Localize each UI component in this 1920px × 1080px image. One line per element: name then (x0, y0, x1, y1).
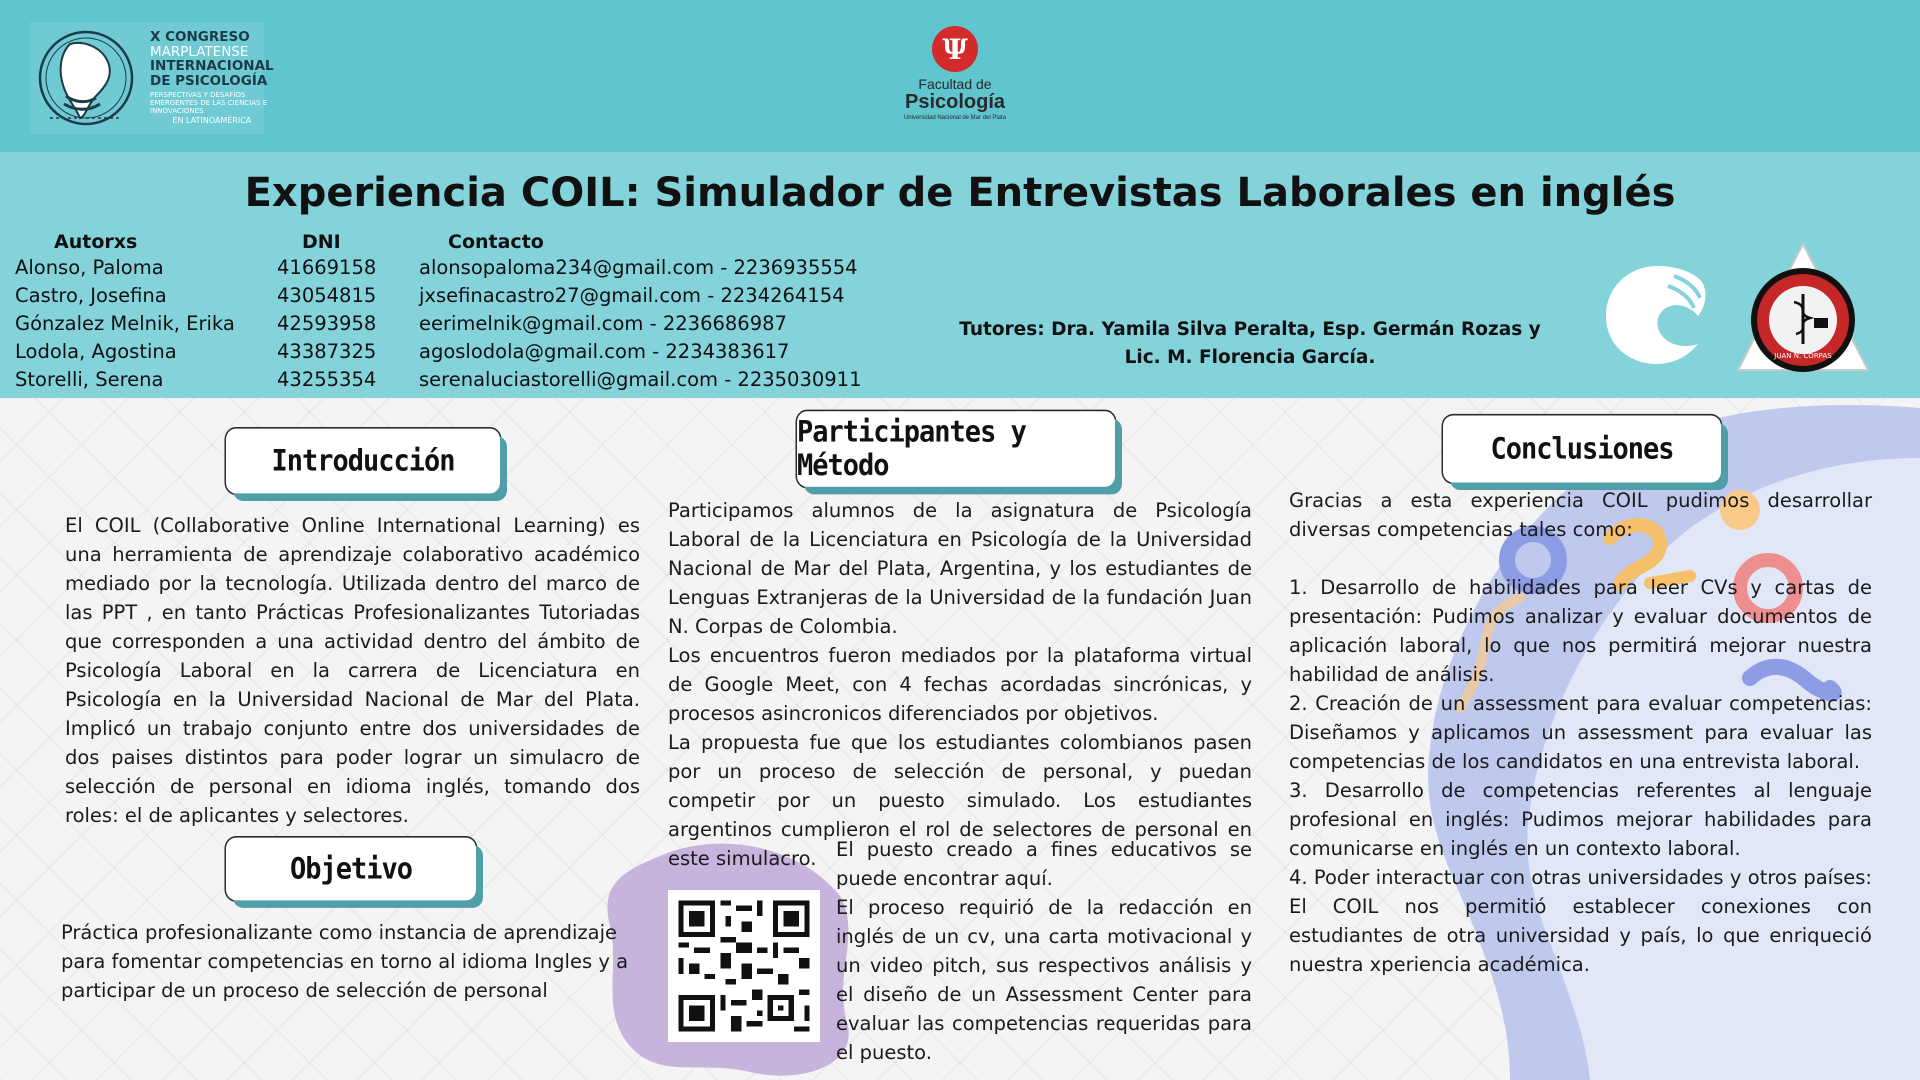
participantes-paragraph-2: Los encuentros fueron mediados por la plataforma virtual de Google Meet, con 4 fechas acordadas sincrónicas, y procesos asincronicos diferenciados por objetivos. (668, 644, 1252, 725)
congress-logo (30, 22, 274, 134)
author-dni: 43054815 (277, 284, 377, 307)
contact-header: Contacto (448, 231, 544, 253)
author-contact: eerimelnik@gmail.com - 2236686987 (419, 312, 787, 335)
author-name: Storelli, Serena (15, 368, 164, 391)
corpas-seal-icon (1734, 240, 1872, 376)
participantes-text (668, 496, 1252, 873)
author-name: Castro, Josefina (15, 284, 167, 307)
participantes-side-paragraph-1: El puesto creado a fines educativos se puede encontrar aquí. (836, 838, 1252, 890)
authors-contact-column (419, 254, 862, 394)
author-name: Alonso, Paloma (15, 256, 164, 279)
congress-line6: EN LATINOAMÉRICA (172, 116, 252, 126)
conclusiones-item-1: 1. Desarrollo de habilidades para leer CVs y cartas de presentación: Pudimos analizar y evaluar documentos de aplicación laboral, lo que nos permitirá mejorar nuestra habilidad de análisis. (1289, 576, 1872, 686)
facultad-line1: Facultad de (918, 76, 992, 92)
conclusiones-item-3: 3. Desarrollo de competencias referentes al lenguaje profesional en inglés: Pudimos mejorar habilidades para comunicarse en inglés en un contexto laboral. (1289, 779, 1872, 860)
objetivo-heading: Objetivo (226, 838, 476, 901)
corpas-seal-text: JUAN N. CORPAS (1774, 352, 1832, 360)
author-contact: jxsefinacastro27@gmail.com - 2234264154 (419, 284, 845, 307)
congress-line4: DE PSICOLOGÍA (150, 72, 268, 89)
introduccion-paragraph: El COIL (Collaborative Online International Learning) es una herramienta de aprendizaje colaborativo académico mediado por la tecnología. Utilizada dentro del marco de las PPT , en tanto Prácticas Profesionalizantes Tutoriadas que corresponden a una actividad dentro del ámbito de Psicología Laboral en la carrera de Licenciatura en Psicología en la Universidad Nacional de Mar del Plata. Implicó un trabajo conjunto entre dos universidades de dos paises distintos para poder lograr un simulacro de selección de personal en idioma inglés, tomando dos roles: el de aplicantes y selectores. (65, 514, 640, 827)
authors-dni-column (277, 254, 376, 394)
dni-header: DNI (302, 231, 341, 253)
author-dni: 43255354 (277, 368, 377, 391)
conclusiones-item-2: 2. Creación de un assessment para evaluar competencias: Diseñamos y aplicamos un assessment para evaluar las competencias de los candidatos en una entrevista laboral. (1289, 692, 1872, 773)
congress-emblem-icon (30, 22, 142, 134)
congress-line5: PERSPECTIVAS Y DESAFÍOS EMERGENTES DE LAS CIENCIAS E INNOVACIONES (150, 91, 268, 116)
congress-line3: INTERNACIONAL (150, 58, 274, 75)
congress-line1: X CONGRESO (150, 28, 250, 45)
author-dni: 41669158 (277, 256, 377, 279)
tutors-line2: Lic. M. Florencia García. (1124, 347, 1376, 368)
author-contact: serenaluciastorelli@gmail.com - 2235030911 (419, 368, 862, 391)
participantes-side-text (836, 835, 1252, 1067)
introduccion-heading: Introducción (226, 429, 500, 494)
congress-line2: MARPLATENSE (150, 43, 249, 60)
author-dni: 43387325 (277, 340, 377, 363)
conclusiones-item-4: 4. Poder interactuar con otras universidades y otros países: El COIL nos permitió establecer conexiones con estudiantes de otra universidad y país, lo que enriqueció nuestra xperiencia académica. (1289, 866, 1872, 976)
objetivo-text (61, 918, 641, 1005)
tutors-line1: Tutores: Dra. Yamila Silva Peralta, Esp. Germán Rozas y (959, 319, 1541, 340)
conclusiones-paragraph-blank (1289, 544, 1872, 573)
wave-logo-icon (1602, 262, 1712, 366)
conclusiones-paragraph-intro: Gracias a esta experiencia COIL pudimos desarrollar diversas competencias tales como: (1289, 489, 1872, 541)
objetivo-paragraph: Práctica profesionalizante como instancia de aprendizaje para fomentar competencias en torno al idioma Ingles y a participar de un proceso de selección de personal (61, 921, 629, 1002)
participantes-side-paragraph-2: El proceso requirió de la redacción en inglés de un cv, una carta motivacional y un video pitch, sus respectivos análisis y el diseño de un Assessment Center para evaluar las competencias requeridas para el puesto. (836, 896, 1252, 1064)
psi-icon: Ψ (932, 26, 978, 72)
author-contact: agoslodola@gmail.com - 2234383617 (419, 340, 790, 363)
introduccion-text (65, 511, 640, 830)
conclusiones-heading: Conclusiones (1443, 416, 1721, 483)
author-name: Gónzalez Melnik, Erika (15, 312, 235, 335)
authors-name-column (15, 254, 235, 394)
authors-header: Autorxs (54, 231, 138, 253)
conclusiones-text (1289, 486, 1872, 979)
participantes-paragraph-1: Participamos alumnos de la asignatura de Psicología Laboral de la Licenciatura en Psicología de la Universidad Nacional de Mar del Plata, Argentina, y los estudiantes de Lenguas Extranjeras de la Universidad de la fundación Juan N. Corpas de Colombia. (668, 499, 1252, 638)
tutors-text (940, 316, 1560, 372)
participantes-heading: Participantes y Método (797, 411, 1115, 487)
author-dni: 42593958 (277, 312, 377, 335)
author-contact: alonsopaloma234@gmail.com - 2236935554 (419, 256, 858, 279)
author-name: Lodola, Agostina (15, 340, 177, 363)
participantes-paragraph-3: La propuesta fue que los estudiantes colombianos pasen por un proceso de selección de personal, y puedan competir por un puesto simulado. Los estudiantes argentinos cumplieron el rol de selectores de personal en este simulacro. (668, 731, 1252, 870)
facultad-line2: Psicología (904, 91, 1006, 113)
facultad-logo (880, 26, 1030, 130)
facultad-line3: Universidad Nacional de Mar del Plata (903, 115, 1007, 121)
page-title: Experiencia COIL: Simulador de Entrevistas Laborales en inglés (244, 170, 1676, 216)
qr-code-icon[interactable] (668, 890, 820, 1042)
